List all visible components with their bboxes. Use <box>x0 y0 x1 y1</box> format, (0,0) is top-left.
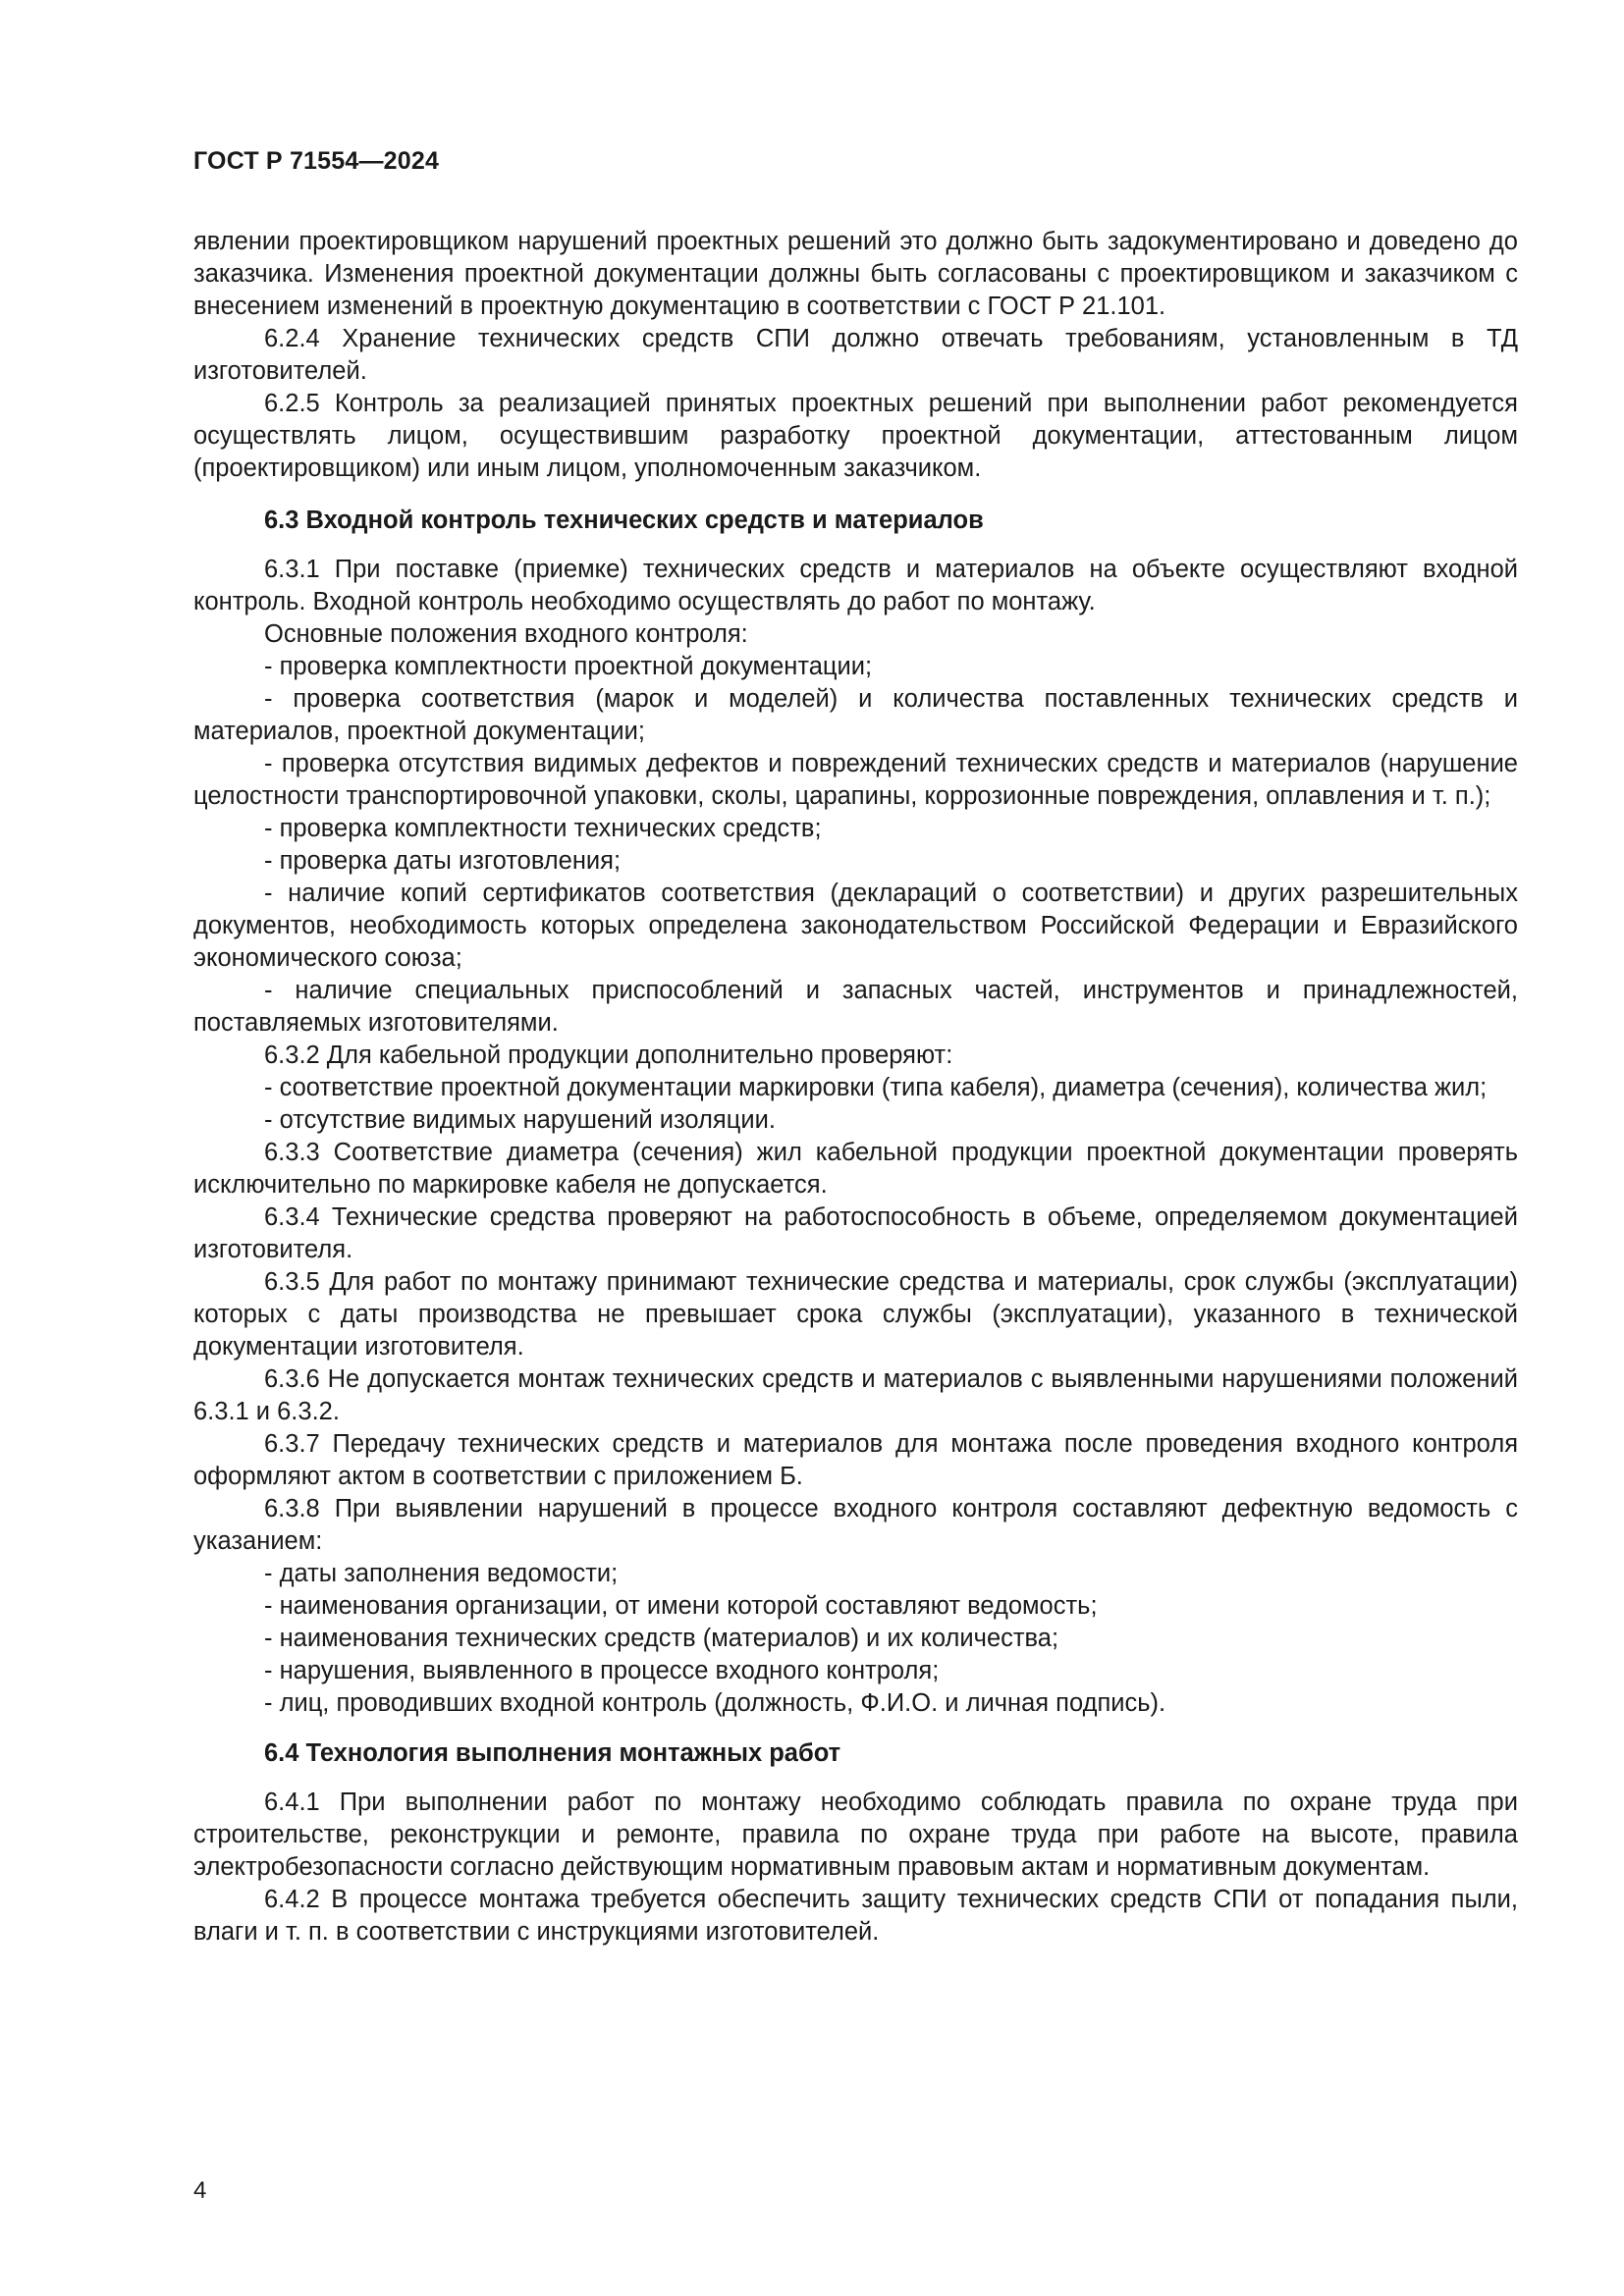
paragraph-6-3-3: 6.3.3 Соответствие диаметра (сечения) жил кабельной продукции проектной документации проверять исключительно по маркировке кабеля не допускается. <box>193 1139 1518 1199</box>
list-item: - проверка соответствия (марок и моделей) и количества поставленных технических средств и материалов, проектной документации; <box>193 685 1518 745</box>
list-item: - наименования организации, от имени которой составляют ведомость; <box>264 1592 1098 1620</box>
paragraph-6-3-7: 6.3.7 Передачу технических средств и материалов для монтажа после проведения входного контроля оформляют актом в соответствии с приложением Б. <box>193 1430 1518 1490</box>
paragraph-6-2-4: 6.2.4 Хранение технических средств СПИ должно отвечать требованиям, установленным в ТД изготовителей. <box>193 325 1518 385</box>
list-item: - проверка комплектности проектной документации; <box>264 653 873 680</box>
list-item: - нарушения, выявленного в процессе входного контроля; <box>264 1657 940 1684</box>
list-item: - наличие специальных приспособлений и запасных частей, инструментов и принадлежностей, поставляемых изготовителями. <box>193 977 1518 1037</box>
list-item: - наличие копий сертификатов соответствия (деклараций о соответствии) и других разрешительных документов, необходимость которых определена законодательством Российской Федерации и Евразийского экономического союза; <box>193 880 1518 972</box>
paragraph-main-provisions: Основные положения входного контроля: <box>264 620 748 648</box>
document-body <box>193 226 1518 1949</box>
paragraph-6-4-1: 6.4.1 При выполнении работ по монтажу необходимо соблюдать правила по охране труда при строительстве, реконструкции и ремонте, правила по охране труда при работе на высоте, правила электробезопасности согласно действующим нормативным правовым актам и нормативным документам. <box>193 1789 1518 1881</box>
paragraph-6-3-5: 6.3.5 Для работ по монтажу принимают технические средства и материалы, срок службы (эксплуатации) которых с даты производства не превышает срока службы (эксплуатации), указанного в технической документации изготовителя. <box>193 1268 1518 1361</box>
list-item: - отсутствие видимых нарушений изоляции. <box>264 1106 776 1134</box>
list-item: - лиц, проводивших входной контроль (должность, Ф.И.О. и личная подпись). <box>264 1689 1166 1717</box>
list-item: - наименования технических средств (материалов) и их количества; <box>264 1625 1059 1652</box>
list-item: - проверка даты изготовления; <box>264 847 622 875</box>
list-item: - проверка отсутствия видимых дефектов и повреждений технических средств и материалов (нарушение целостности транспортировочной упаковки, сколы, царапины, коррозионные повреждения, оплавления и т. п.); <box>193 750 1518 810</box>
paragraph-6-3-2: 6.3.2 Для кабельной продукции дополнительно проверяют: <box>264 1041 953 1069</box>
list-item: - проверка комплектности технических средств; <box>264 815 822 842</box>
list-item: - даты заполнения ведомости; <box>264 1560 619 1587</box>
section-heading-6-4: 6.4 Технология выполнения монтажных работ <box>264 1739 841 1767</box>
document-header: ГОСТ Р 71554—2024 <box>193 147 440 175</box>
paragraph-6-3-6: 6.3.6 Не допускается монтаж технических средств и материалов с выявленными нарушениями положений 6.3.1 и 6.3.2. <box>193 1365 1518 1425</box>
paragraph-continuation: явлении проектировщиком нарушений проектных решений это должно быть задокументировано и доведено до заказчика. Изменения проектной документации должны быть согласованы с проектировщиком и заказчиком с внесением изменений в проектную документацию в соответствии с ГОСТ Р 21.101. <box>193 228 1518 320</box>
paragraph-6-2-5: 6.2.5 Контроль за реализацией принятых проектных решений при выполнении работ рекомендуется осуществлять лицом, осуществившим разработку проектной документации, аттестованным лицом (проектировщиком) или иным лицом, уполномоченным заказчиком. <box>193 390 1518 482</box>
paragraph-6-3-4: 6.3.4 Технические средства проверяют на работоспособность в объеме, определяемом документацией изготовителя. <box>193 1203 1518 1263</box>
page-number: 4 <box>193 2177 207 2204</box>
section-heading-6-3: 6.3 Входной контроль технических средств и материалов <box>264 507 984 534</box>
paragraph-6-3-1: 6.3.1 При поставке (приемке) технических средств и материалов на объекте осуществляют входной контроль. Входной контроль необходимо осуществлять до работ по монтажу. <box>193 556 1518 615</box>
list-item: - соответствие проектной документации маркировки (типа кабеля), диаметра (сечения), количества жил; <box>264 1074 1488 1101</box>
paragraph-6-4-2: 6.4.2 В процессе монтажа требуется обеспечить защиту технических средств СПИ от попадания пыли, влаги и т. п. в соответствии с инструкциями изготовителей. <box>193 1886 1518 1946</box>
paragraph-6-3-8: 6.3.8 При выявлении нарушений в процессе входного контроля составляют дефектную ведомость с указанием: <box>193 1495 1518 1555</box>
